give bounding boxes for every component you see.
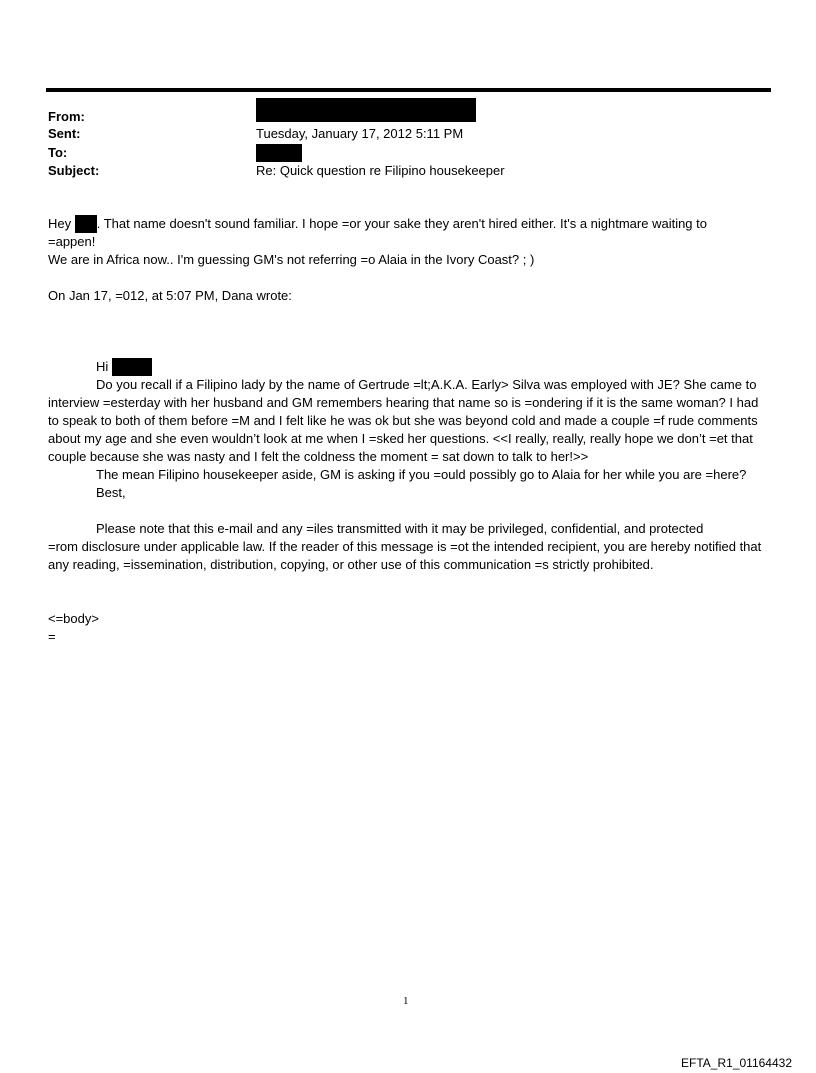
quoted-greeting-row <box>48 358 816 376</box>
redaction-box <box>75 215 97 233</box>
subject-value: Re: Quick question re Filipino housekeeper <box>256 163 505 178</box>
page-number: 1 <box>403 995 409 1007</box>
to-value <box>256 144 302 162</box>
quoted-paragraph-1-first: Do you recall if a Filipino lady by the name of Gertrude =lt;A.K.A. Early> Silva was employed with JE? She came to <box>96 377 757 392</box>
quoted-paragraph-1 <box>48 376 770 466</box>
reply-greeting: Hey <box>48 216 72 231</box>
document-id: EFTA_R1_01164432 <box>681 1056 792 1070</box>
reply-line-2: =appen! <box>48 234 96 249</box>
quoted-paragraph-2: The mean Filipino housekeeper aside, GM is asking if you =ould possibly go to Alaia for her while you are =here? <box>96 467 747 482</box>
subject-row <box>48 162 768 180</box>
quoted-closing: Best, <box>96 485 126 500</box>
quoted-greeting: Hi <box>96 359 109 374</box>
subject-label: Subject: <box>48 163 100 178</box>
from-row <box>48 108 768 126</box>
disclaimer-rest: =rom disclosure under applicable law. If the reader of this message is =ot the intended recipient, you are hereby notified that any reading, =issemination, distribution, copying, or other use of this communication =s strictly prohibited. <box>48 539 762 572</box>
from-value <box>256 108 476 126</box>
reply-line-1 <box>48 215 778 233</box>
body-tag: <=body> <box>48 611 99 626</box>
from-label: From: <box>48 109 85 124</box>
reply-line-1-text: . That name doesn't sound familiar. I hope =or your sake they aren't hired either. It's a nightmare waiting to <box>96 216 707 231</box>
sent-row <box>48 125 768 143</box>
trailing-equals: = <box>48 629 56 644</box>
quote-header: On Jan 17, =012, at 5:07 PM, Dana wrote: <box>48 288 292 303</box>
quoted-paragraph-1-rest: interview =esterday with her husband and GM remembers hearing that name so is =ondering if it is the same woman? I had to speak to both of them before =M and I felt like he was ok but she was beyond cold and made a couple =f rude comments about my age and she even wouldn’t look at me when I =sked her questions. <<I really, really, really hope we don’t =et that couple because she was nasty and I felt the coldness the moment = sat down to talk to her!>> <box>48 395 759 464</box>
to-label: To: <box>48 145 68 160</box>
reply-line-3: We are in Africa now.. I'm guessing GM's not referring =o Alaia in the Ivory Coast? ; ) <box>48 252 535 267</box>
redaction-box <box>256 144 302 162</box>
disclaimer <box>48 520 770 574</box>
redaction-box <box>256 98 476 122</box>
to-row <box>48 144 768 162</box>
redaction-box <box>112 358 152 376</box>
header-rule <box>46 88 771 92</box>
disclaimer-first: Please note that this e-mail and any =iles transmitted with it may be privileged, confidential, and protected <box>96 521 704 536</box>
sent-label: Sent: <box>48 126 81 141</box>
sent-value: Tuesday, January 17, 2012 5:11 PM <box>256 126 464 141</box>
